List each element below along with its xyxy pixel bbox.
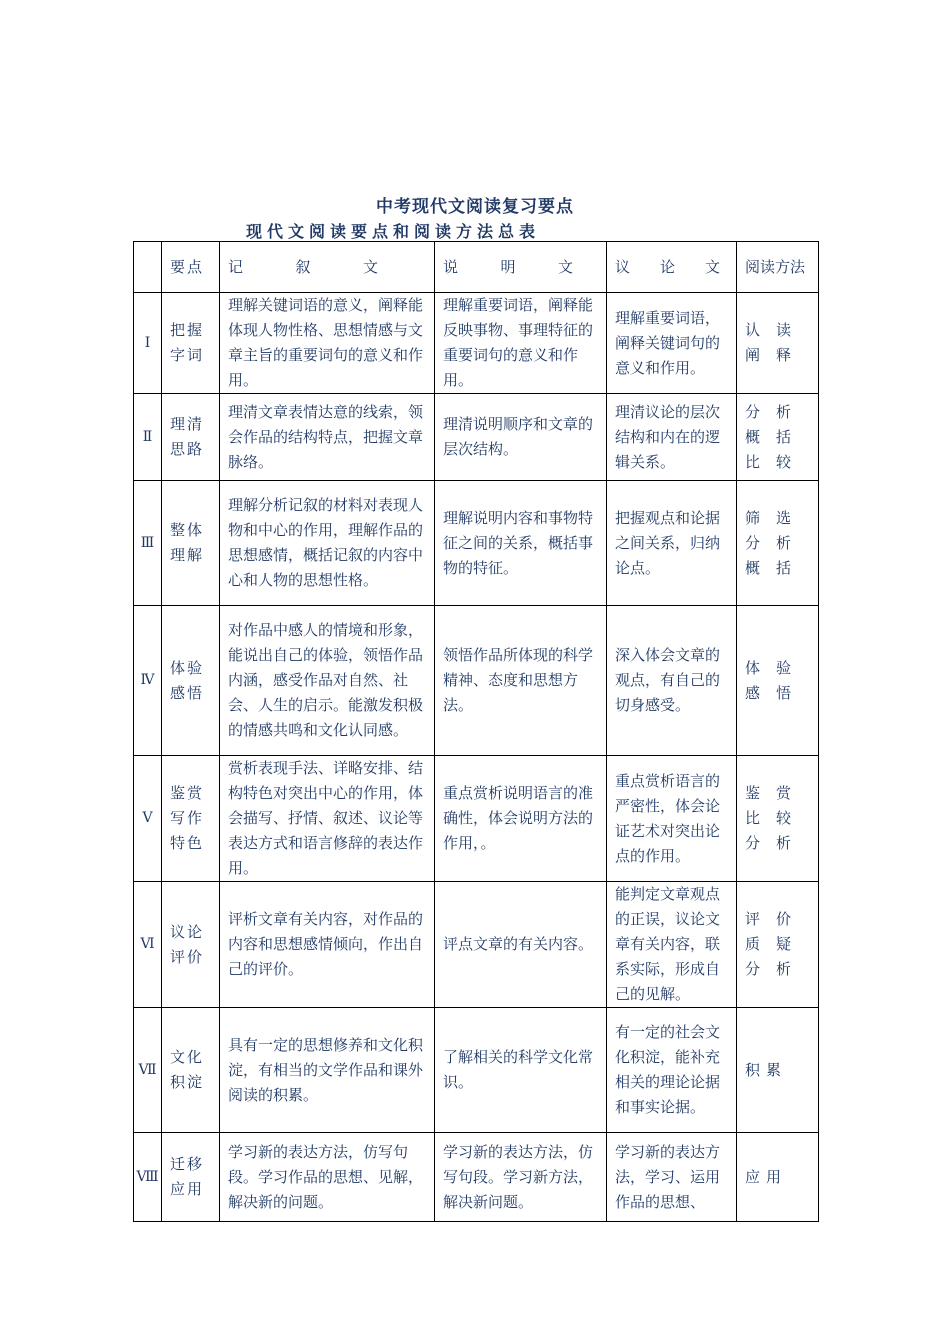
table-row (134, 394, 819, 481)
method-item (745, 556, 791, 581)
row-argumentative: 有一定的社会文化积淀，能补充相关的理论论据和事实论据。 (607, 1008, 737, 1133)
method-item (745, 1165, 791, 1190)
header-argumentative-char: 文 (704, 257, 720, 276)
method-char: 价 (775, 910, 791, 928)
row-argumentative: 重点赏析语言的严密性，体会论证艺术对突出论点的作用。 (607, 756, 737, 882)
method-char: 分 (745, 402, 761, 421)
row-expository: 领悟作品所体现的科学精神、态度和思想方法。 (435, 606, 607, 756)
method-item (745, 400, 791, 425)
page-subtitle: 现代文阅读要点和阅读方法总表 (246, 222, 541, 241)
header-narrative (220, 242, 435, 293)
header-argumentative (607, 242, 737, 293)
row-argumentative: 深入体会文章的观点，有自己的切身感受。 (607, 606, 737, 756)
row-expository: 重点赏析说明语言的准确性，体会说明方法的作用，。 (435, 756, 607, 882)
row-key: 整体理解 (162, 481, 220, 606)
row-number: Ⅷ (134, 1133, 162, 1222)
row-method (737, 606, 819, 756)
method-char: 析 (775, 533, 791, 552)
row-key: 体验感悟 (162, 606, 220, 756)
table-row (134, 756, 819, 882)
method-char: 阐 (745, 346, 761, 364)
method-char: 括 (775, 558, 791, 577)
method-item (745, 957, 791, 982)
method-char: 概 (745, 427, 761, 446)
row-number: Ⅵ (134, 882, 162, 1008)
method-char: 较 (775, 452, 791, 471)
table-row (134, 293, 819, 394)
method-item (745, 450, 791, 475)
method-item (745, 781, 791, 806)
method-char: 析 (775, 402, 791, 421)
row-argumentative: 把握观点和论据之间关系，归纳论点。 (607, 481, 737, 606)
table-row (134, 606, 819, 756)
row-number: Ⅶ (134, 1008, 162, 1133)
row-method (737, 481, 819, 606)
method-item (745, 656, 791, 681)
row-key: 迁移应用 (162, 1133, 220, 1222)
header-expository-char: 说 (443, 257, 459, 276)
method-char: 括 (775, 427, 791, 446)
row-argumentative: 学习新的表达方法，学习、运用作品的思想、 (607, 1133, 737, 1222)
page-title: 中考现代文阅读复习要点 (376, 197, 574, 217)
method-item (745, 806, 791, 831)
row-narrative: 理解关键词语的意义，阐释能体现人物性格、思想情感与文章主旨的重要词句的意义和作用。 (220, 293, 435, 394)
method-char: 分 (745, 533, 761, 552)
method-item (745, 506, 791, 531)
method-char: 疑 (775, 935, 791, 953)
row-narrative: 理清文章表情达意的线索，领会作品的结构特点，把握文章脉络。 (220, 394, 435, 481)
row-method (737, 756, 819, 882)
row-method (737, 394, 819, 481)
header-method: 阅读方法 (737, 242, 819, 293)
method-char: 比 (745, 809, 761, 827)
method-char: 质 (745, 935, 761, 953)
row-key: 理清思路 (162, 394, 220, 481)
row-method (737, 882, 819, 1008)
method-item (745, 932, 791, 957)
header-narrative-char: 记 (228, 257, 244, 276)
method-char: 释 (775, 346, 791, 364)
table-row (134, 1008, 819, 1133)
method-item (745, 425, 791, 450)
row-method (737, 1008, 819, 1133)
header-expository-char: 文 (557, 257, 573, 276)
method-item (745, 831, 791, 856)
method-item (745, 343, 791, 368)
row-key: 议论评价 (162, 882, 220, 1008)
method-char: 析 (775, 834, 791, 852)
row-number: Ⅳ (134, 606, 162, 756)
method-item (745, 531, 791, 556)
method-char: 鉴 (745, 784, 761, 802)
row-expository: 理清说明顺序和文章的层次结构。 (435, 394, 607, 481)
method-char: 感 (745, 683, 761, 702)
row-narrative: 对作品中感人的情境和形象，能说出自己的体验，领悟作品内涵，感受作品对自然、社会、人生的启示。能激发积极的情感共鸣和文化认同感。 (220, 606, 435, 756)
method-char: 赏 (775, 784, 791, 802)
header-narrative-char: 叙 (295, 257, 311, 276)
row-method (737, 293, 819, 394)
row-argumentative: 能判定文章观点的正误，议论文章有关内容，联系实际，形成自己的见解。 (607, 882, 737, 1008)
row-expository: 学习新的表达方法，仿写句段。学习新方法，解决新问题。 (435, 1133, 607, 1222)
header-expository (435, 242, 607, 293)
header-num (134, 242, 162, 293)
row-expository: 理解重要词语，阐释能反映事物、事理特征的重要词句的意义和作用。 (435, 293, 607, 394)
row-argumentative: 理清议论的层次结构和内在的逻辑关系。 (607, 394, 737, 481)
header-argumentative-char: 议 (615, 257, 631, 276)
table-row (134, 1133, 819, 1222)
header-narrative-char: 文 (362, 257, 378, 276)
method-char: 验 (775, 658, 791, 677)
row-narrative: 理解分析记叙的材料对表现人物和中心的作用，理解作品的思想感情，概括记叙的内容中心和人物的思想性格。 (220, 481, 435, 606)
method-item (745, 681, 791, 706)
row-number: Ⅲ (134, 481, 162, 606)
row-key: 鉴赏写作特色 (162, 756, 220, 882)
method-char: 悟 (775, 683, 791, 702)
row-expository: 理解说明内容和事物特征之间的关系，概括事物的特征。 (435, 481, 607, 606)
method-item (745, 907, 791, 932)
row-expository: 评点文章的有关内容。 (435, 882, 607, 1008)
row-narrative: 评析文章有关内容，对作品的内容和思想感情倾向，作出自己的评价。 (220, 882, 435, 1008)
method-char: 比 (745, 452, 761, 471)
row-number: Ⅴ (134, 756, 162, 882)
table-header-row (134, 242, 819, 293)
method-char: 分 (745, 960, 761, 978)
row-number: Ⅱ (134, 394, 162, 481)
method-char: 读 (775, 321, 791, 339)
method-char: 较 (775, 809, 791, 827)
method-char: 分 (745, 834, 761, 852)
row-number: Ⅰ (134, 293, 162, 394)
reading-methods-table (133, 241, 819, 1222)
method-text: 积累 (745, 1060, 788, 1079)
row-expository: 了解相关的科学文化常识。 (435, 1008, 607, 1133)
row-narrative: 赏析表现手法、详略安排、结构特色对突出中心的作用，体会描写、抒情、叙述、议论等表达方式和语言修辞的表达作用。 (220, 756, 435, 882)
method-char: 认 (745, 321, 761, 339)
header-key: 要点 (162, 242, 220, 293)
row-key: 文化积淀 (162, 1008, 220, 1133)
method-char: 评 (745, 910, 761, 928)
method-char: 筛 (745, 508, 761, 527)
header-expository-char: 明 (500, 257, 516, 276)
method-text: 应用 (745, 1167, 788, 1186)
method-char: 体 (745, 658, 761, 677)
row-method (737, 1133, 819, 1222)
method-char: 概 (745, 558, 761, 577)
table-row (134, 481, 819, 606)
row-narrative: 学习新的表达方法，仿写句段。学习作品的思想、见解，解决新的问题。 (220, 1133, 435, 1222)
header-argumentative-char: 论 (659, 257, 675, 276)
method-char: 析 (775, 960, 791, 978)
row-argumentative: 理解重要词语，阐释关键词句的意义和作用。 (607, 293, 737, 394)
method-char: 选 (775, 508, 791, 527)
method-item (745, 318, 791, 343)
method-item (745, 1058, 791, 1083)
row-key: 把握字词 (162, 293, 220, 394)
table-row (134, 882, 819, 1008)
row-narrative: 具有一定的思想修养和文化积淀，有相当的文学作品和课外阅读的积累。 (220, 1008, 435, 1133)
